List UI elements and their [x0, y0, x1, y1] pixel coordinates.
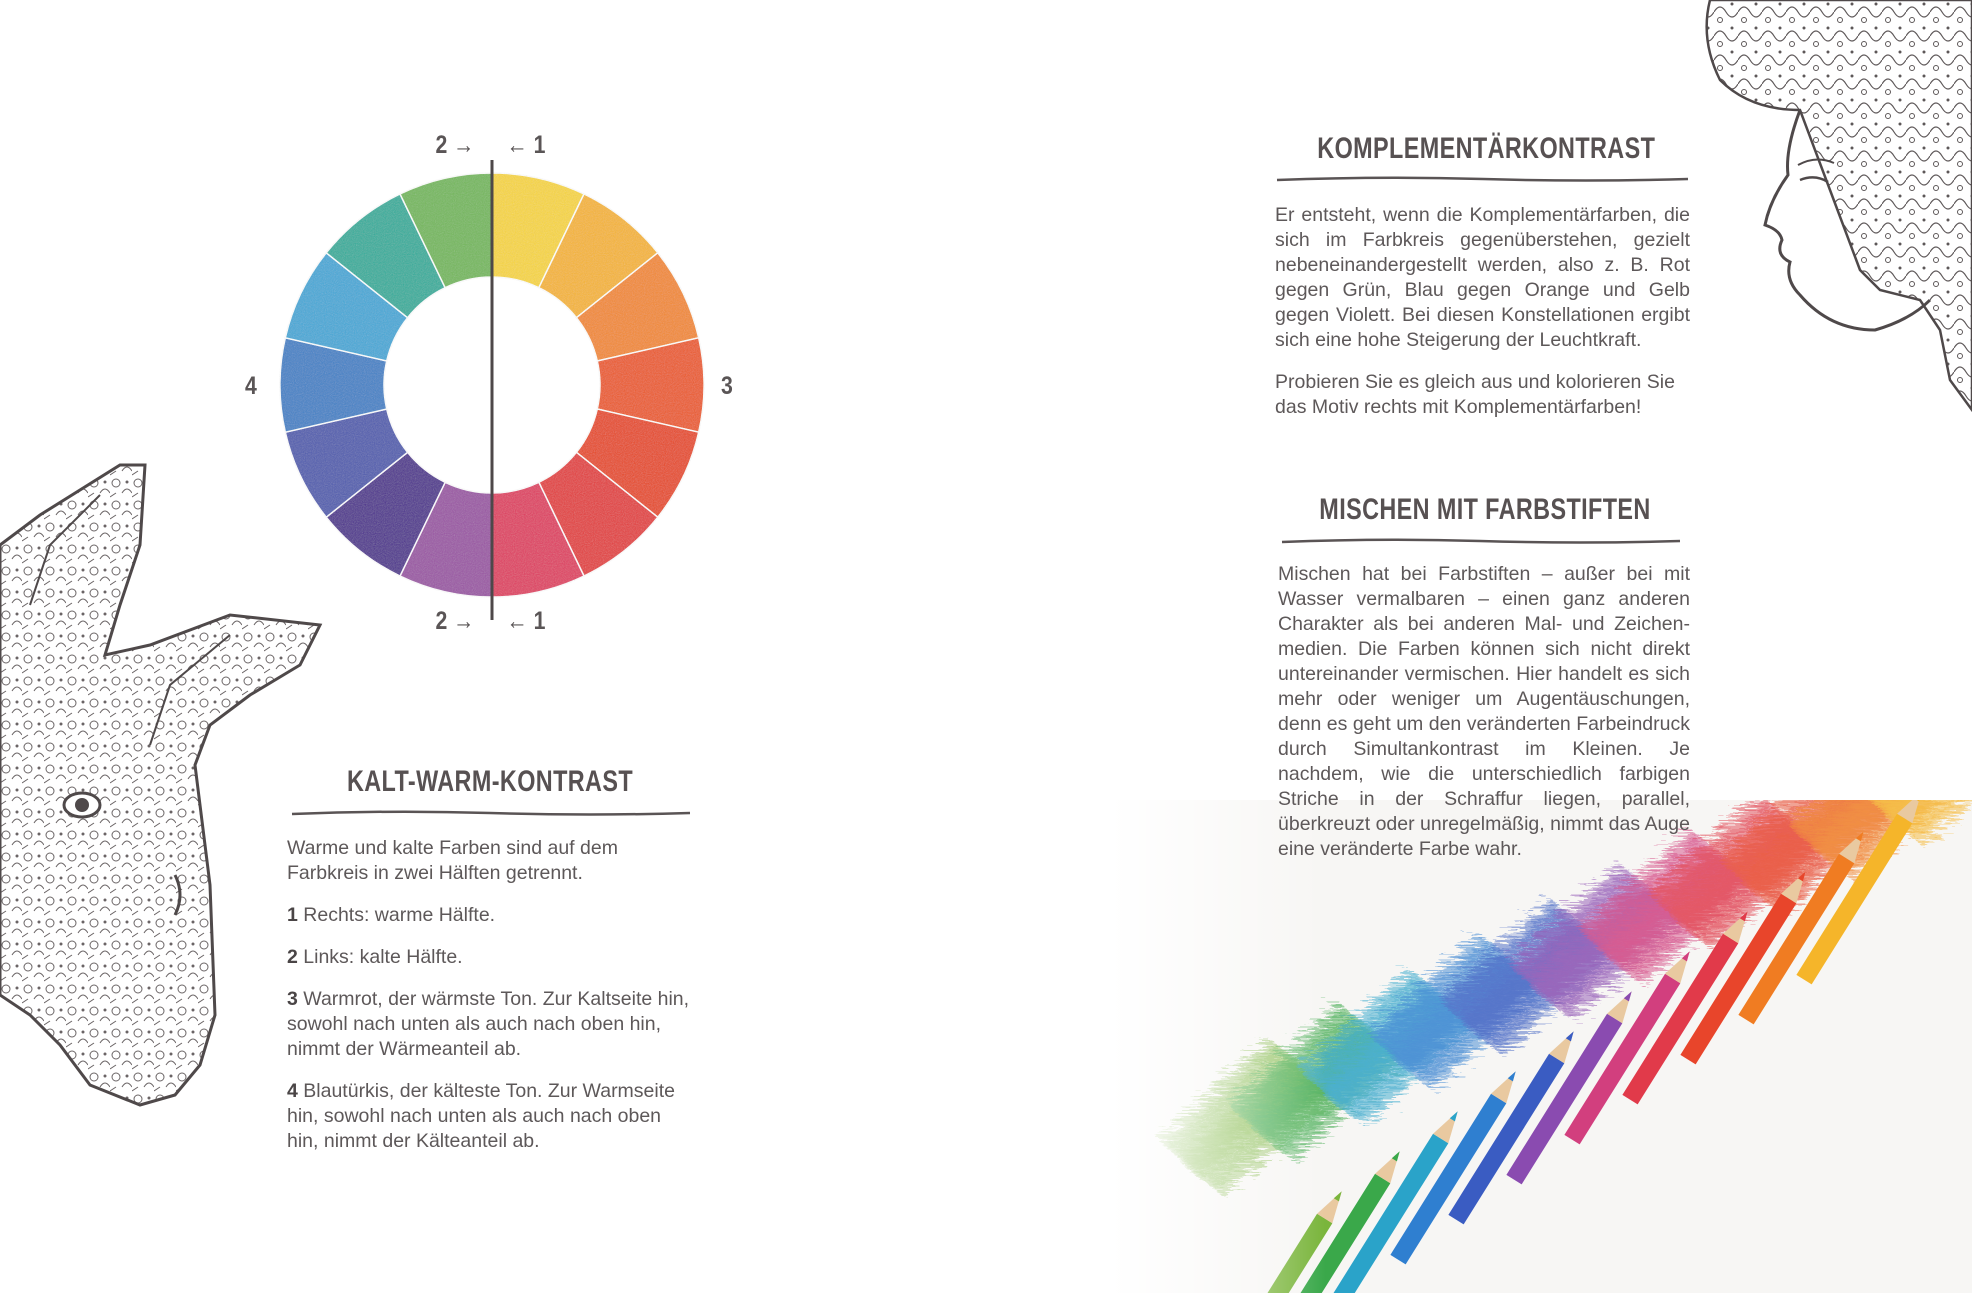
wheel-label-right: 3 — [721, 372, 733, 400]
komplementaer-para-2: Probieren Sie es gleich aus und kolorieren Sie das Motiv rechts mit Komplementärfarben! — [1275, 371, 1675, 418]
mischen-title: MISCHEN MIT FARBSTIFTEN — [1319, 493, 1651, 526]
item-text: Rechts: warme Hälfte. — [297, 904, 496, 926]
kalt-warm-title-underline — [290, 808, 692, 818]
kalt-warm-title: KALT-WARM-KONTRAST — [346, 765, 634, 798]
wheel-label-bottom-right: ← 1 — [506, 607, 546, 635]
wheel-label-top-left: 2 → — [435, 131, 475, 159]
kalt-warm-text — [287, 836, 697, 1171]
woman-profile-illustration — [1690, 0, 1972, 420]
item-text: Blautürkis, der kälteste Ton. Zur Warmseite hin, sowohl nach unten als auch nach oben hin, nimmt der Kälteanteil ab. — [287, 1080, 675, 1152]
mischen-title-underline — [1280, 536, 1682, 546]
mischen-text — [1278, 562, 1690, 879]
item-text: Links: kalte Hälfte. — [297, 946, 463, 968]
wheel-label-top-right: ← 1 — [506, 131, 546, 159]
komplementaer-text — [1275, 203, 1690, 437]
item-text: Warmrot, der wärmste Ton. Zur Kaltseite hin, sowohl nach unten als auch nach oben hin, nimmt der Wärmeanteil ab. — [287, 988, 690, 1060]
color-wheel — [270, 160, 720, 620]
item-number: 3 — [287, 988, 298, 1010]
komplementaer-title: KOMPLEMENTÄRKONTRAST — [1317, 132, 1656, 165]
wheel-label-left: 4 — [245, 372, 257, 400]
item-number: 1 — [287, 904, 298, 926]
kalt-warm-item-1 — [287, 903, 697, 928]
kalt-warm-item-4 — [287, 1079, 697, 1154]
kalt-warm-item-3 — [287, 987, 697, 1062]
item-number: 2 — [287, 946, 298, 968]
wheel-label-bottom-left: 2 → — [435, 607, 475, 635]
komplementaer-para-1: Er entsteht, wenn die Komplementärfarben, die sich im Farbkreis gegenüberstehen, gezielt nebeneinandergestellt werden, also z. B. Rot gegen Grün, Blau gegen Orange und Gelb gegen Violett. Bei diesen Konstellationen ergibt sich eine hohe Steigerung der Leuchtkraft. — [1275, 204, 1690, 351]
kalt-warm-item-2 — [287, 945, 697, 970]
kalt-warm-intro: Warme und kalte Farben sind auf dem Farbkreis in zwei Hälften getrennt. — [287, 837, 618, 884]
cat-illustration — [0, 455, 330, 1155]
komplementaer-title-underline — [1275, 174, 1690, 184]
mischen-para: Mischen hat bei Farbstiften – außer bei mit Wasser vermalbaren – einen ganz anderen Charakter als bei anderen Mal- und Zeichenmedien. Die Farben können sich nicht direkt untereinander vermischen. Hier handelt es sich mehr oder weniger um Augentäuschungen, denn es geht um den veränderten Farbeindruck durch Simultankontrast im Kleinen. Je nachdem, wie die unterschiedlich farbigen Striche in der Schraffur liegen, parallel, überkreuzt oder unregelmäßig, nimmt das Auge eine veränderte Farbe wahr. — [1278, 563, 1690, 860]
item-number: 4 — [287, 1080, 298, 1102]
